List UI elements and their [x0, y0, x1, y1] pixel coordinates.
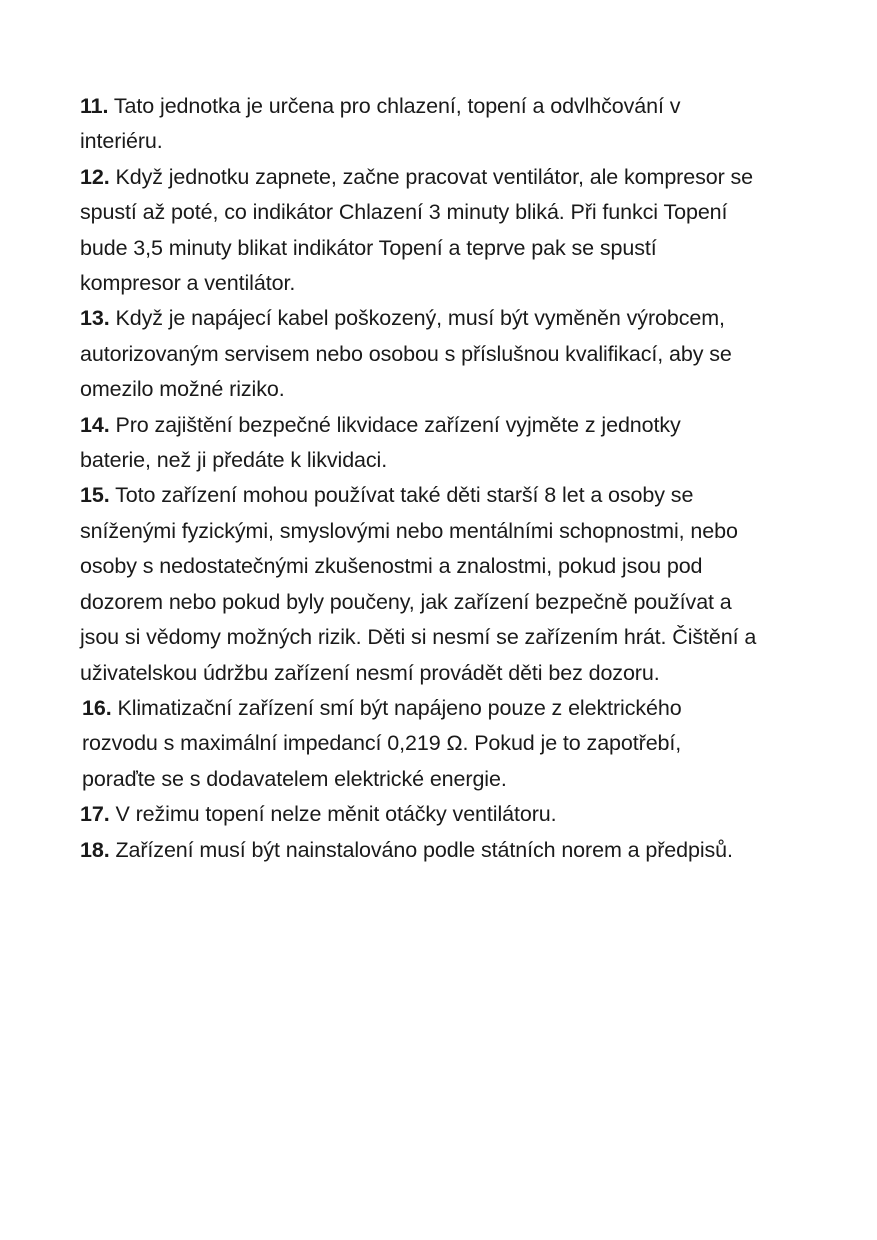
- item-16-line-2: rozvodu s maximální impedancí 0,219 Ω. Pokud je to zapotřebí,: [82, 731, 682, 756]
- item-13-line-2: autorizovaným servisem nebo osobou s příslušnou kvalifikací, aby se: [80, 341, 732, 366]
- item-17-line-1: [80, 797, 820, 832]
- item-11-number: 11.: [80, 94, 109, 118]
- item-13-line-1: [80, 301, 820, 336]
- item-15-line-4: dozorem nebo pokud byly poučeny, jak zařízení bezpečně používat a: [80, 589, 732, 614]
- item-14-text: Pro zajištění bezpečné likvidace zařízení vyjměte z jednotky: [115, 412, 681, 437]
- item-13-line-3: omezilo možné riziko.: [80, 377, 285, 402]
- item-12-line-1: [80, 160, 820, 195]
- item-15-line-3: osoby s nedostatečnými zkušenostmi a znalostmi, pokud jsou pod: [80, 554, 703, 579]
- item-12-number: 12.: [80, 164, 110, 189]
- item-13-text: Když je napájecí kabel poškozený, musí být vyměněn výrobcem,: [115, 306, 725, 331]
- instruction-list: [80, 89, 820, 868]
- item-12-text: Když jednotku zapnete, začne pracovat ventilátor, ale kompresor se: [115, 164, 754, 189]
- item-16-line-1: [80, 691, 820, 726]
- item-15-line-5: jsou si vědomy možných rizik. Děti si nesmí se zařízením hrát. Čištění a: [80, 625, 757, 650]
- item-17-text: V režimu topení nelze měnit otáčky ventilátoru.: [115, 802, 557, 827]
- item-13-number: 13.: [80, 306, 110, 331]
- item-15-line-1: [80, 478, 820, 513]
- item-15-text: Toto zařízení mohou používat také děti starší 8 let a osoby se: [115, 483, 694, 508]
- item-11-line-2: interiéru.: [80, 129, 163, 154]
- item-11-text: Tato jednotka je určena pro chlazení, topení a odvlhčování v: [113, 94, 681, 118]
- item-12-line-4: kompresor a ventilátor.: [80, 271, 296, 296]
- item-18-number: 18.: [80, 837, 110, 862]
- item-12-line-3: bude 3,5 minuty blikat indikátor Topení a teprve pak se spustí: [80, 235, 657, 260]
- item-18-line-1: [80, 833, 820, 868]
- item-17-number: 17.: [80, 802, 110, 827]
- item-15-line-6: uživatelskou údržbu zařízení nesmí provádět děti bez dozoru.: [80, 660, 660, 685]
- item-11-line-1: [80, 89, 820, 124]
- item-16-text: Klimatizační zařízení smí být napájeno pouze z elektrického: [117, 695, 682, 720]
- item-15-line-2: sníženými fyzickými, smyslovými nebo mentálními schopnostmi, nebo: [80, 518, 738, 543]
- item-12-line-2: spustí až poté, co indikátor Chlazení 3 minuty bliká. Při funkci Topení: [80, 200, 728, 225]
- item-14-number: 14.: [80, 412, 110, 437]
- item-18-text: Zařízení musí být nainstalováno podle státních norem a předpisů.: [115, 837, 733, 862]
- item-14-line-2: baterie, než ji předáte k likvidaci.: [80, 448, 388, 473]
- item-16-line-3: poraďte se s dodavatelem elektrické energie.: [82, 766, 507, 791]
- item-15-number: 15.: [80, 483, 110, 508]
- item-14-line-1: [80, 408, 820, 443]
- item-16-number: 16.: [82, 695, 112, 720]
